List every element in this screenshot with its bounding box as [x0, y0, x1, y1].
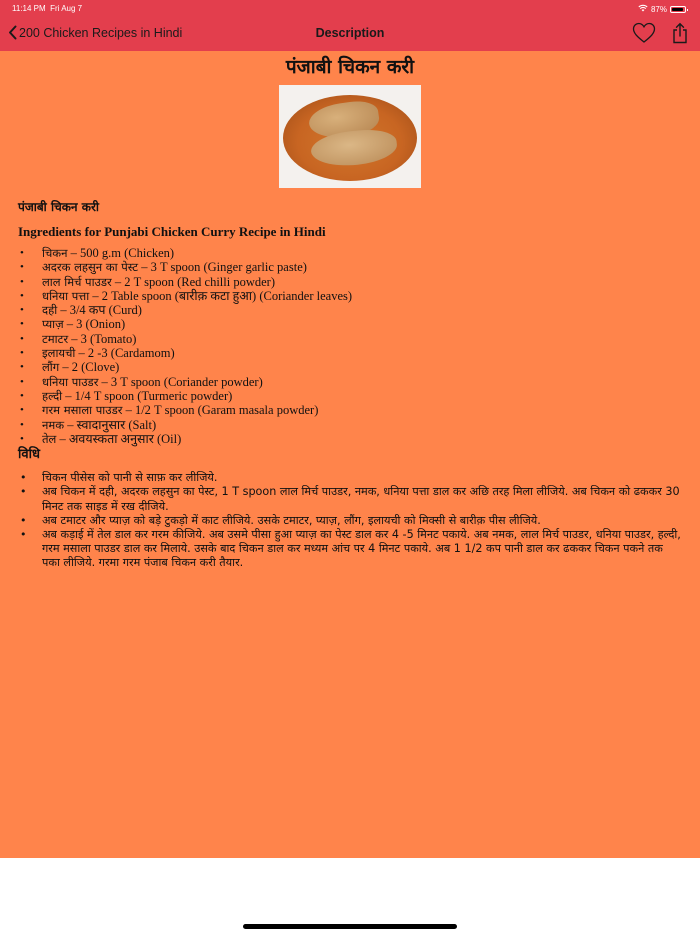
nav-actions — [632, 22, 688, 49]
status-time — [12, 4, 82, 13]
chevron-left-icon — [8, 25, 17, 40]
status-bar — [0, 0, 700, 17]
ingredient-item: • लाल मिर्च पाउडर – 2 T spoon (Red chilli powder) — [42, 275, 700, 289]
home-indicator[interactable] — [243, 924, 457, 929]
method-steps — [0, 471, 700, 570]
recipe-title: पंजाबी चिकन करी — [285, 56, 415, 78]
date-text: Fri Aug 7 — [50, 4, 83, 13]
status-right — [638, 4, 686, 14]
method-heading: विधि — [18, 447, 40, 463]
ingredient-item: • लौंग – 2 (Clove) — [42, 360, 700, 374]
back-label: 200 Chicken Recipes in Hindi — [19, 25, 183, 40]
back-button[interactable] — [8, 25, 182, 40]
time-text: 11:14 PM — [12, 4, 46, 13]
page-title: Description — [315, 26, 385, 40]
ingredient-item: • चिकन – 500 g.m (Chicken) — [42, 246, 700, 260]
ingredient-item: • धनिया पत्ता – 2 Table spoon (बारीक़ कटा हुआ) (Coriander leaves) — [42, 289, 700, 303]
battery-icon — [670, 6, 686, 13]
method-step: • अब चिकन में दही, अदरक लहसुन का पेस्ट, 1 T spoon लाल मिर्च पाउडर, नमक, धनिया पत्ता डाल कर अछि तरह मिला लीजिये. अब चिकन को ढककर 30 मिनट तक साइड में रख दीजिये. — [42, 485, 682, 513]
recipe-content — [0, 51, 700, 858]
method-step: • अब टमाटर और प्याज़ को बड़े टुकड़ो में काट लीजिये. उसके टमाटर, प्याज़, लौंग, इलायची को मिक्सी से बारीक़ पीस लीजिये. — [42, 514, 682, 528]
ingredient-item: • धनिया पाउडर – 3 T spoon (Coriander powder) — [42, 375, 700, 389]
battery-percent: 87% — [650, 4, 667, 14]
method-step: • चिकन पीसेस को पानी से साफ़ कर लीजिये. — [42, 471, 682, 485]
ingredient-item: • इलायची – 2 -3 (Cardamom) — [42, 346, 700, 360]
recipe-image — [279, 85, 421, 188]
ingredient-item: • नमक – स्वादानुसार (Salt) — [42, 418, 700, 432]
ingredient-item: • अदरक लहसुन का पेस्ट – 3 T spoon (Ginger garlic paste) — [42, 260, 700, 274]
recipe-subtitle: पंजाबी चिकन करी — [18, 200, 99, 214]
ingredient-item: • हल्दी – 1/4 T spoon (Turmeric powder) — [42, 389, 700, 403]
navigation-bar — [0, 17, 700, 51]
ingredients-list — [0, 246, 700, 446]
ingredient-item: • प्याज़ – 3 (Onion) — [42, 317, 700, 331]
share-icon[interactable] — [672, 22, 688, 49]
wifi-icon — [638, 4, 648, 14]
ingredient-item: • दही – 3/4 कप (Curd) — [42, 303, 700, 317]
ingredient-item: • तेल – अवयस्कता अनुसार (Oil) — [42, 432, 700, 446]
heart-icon[interactable] — [632, 22, 656, 49]
ingredient-item: • गरम मसाला पाउडर – 1/2 T spoon (Garam masala powder) — [42, 403, 700, 417]
ingredients-heading: Ingredients for Punjabi Chicken Curry Recipe in Hindi — [18, 224, 326, 239]
ingredient-item: • टमाटर – 3 (Tomato) — [42, 332, 700, 346]
top-bar — [0, 0, 700, 51]
method-step: • अब कड़ाई में तेल डाल कर गरम कीजिये. अब उसमे पीसा हुआ प्याज़ का पेस्ट डाल कर 4 -5 मिनट पकाये. अब नमक, लाल मिर्च पाउडर, धनिया पाउडर, हल्दी, गरम मसाला पाउडर डाल कर मिलाये. उसके बाद चिकन डाल कर मध्यम आंच पर 4 मिनट पकाये. अब 1 1/2 कप पानी डाल कर ढककर चिकन पकने तक पका लीजिये. गरमा गरम पंजाब चिकन करी तैयार. — [42, 528, 682, 571]
